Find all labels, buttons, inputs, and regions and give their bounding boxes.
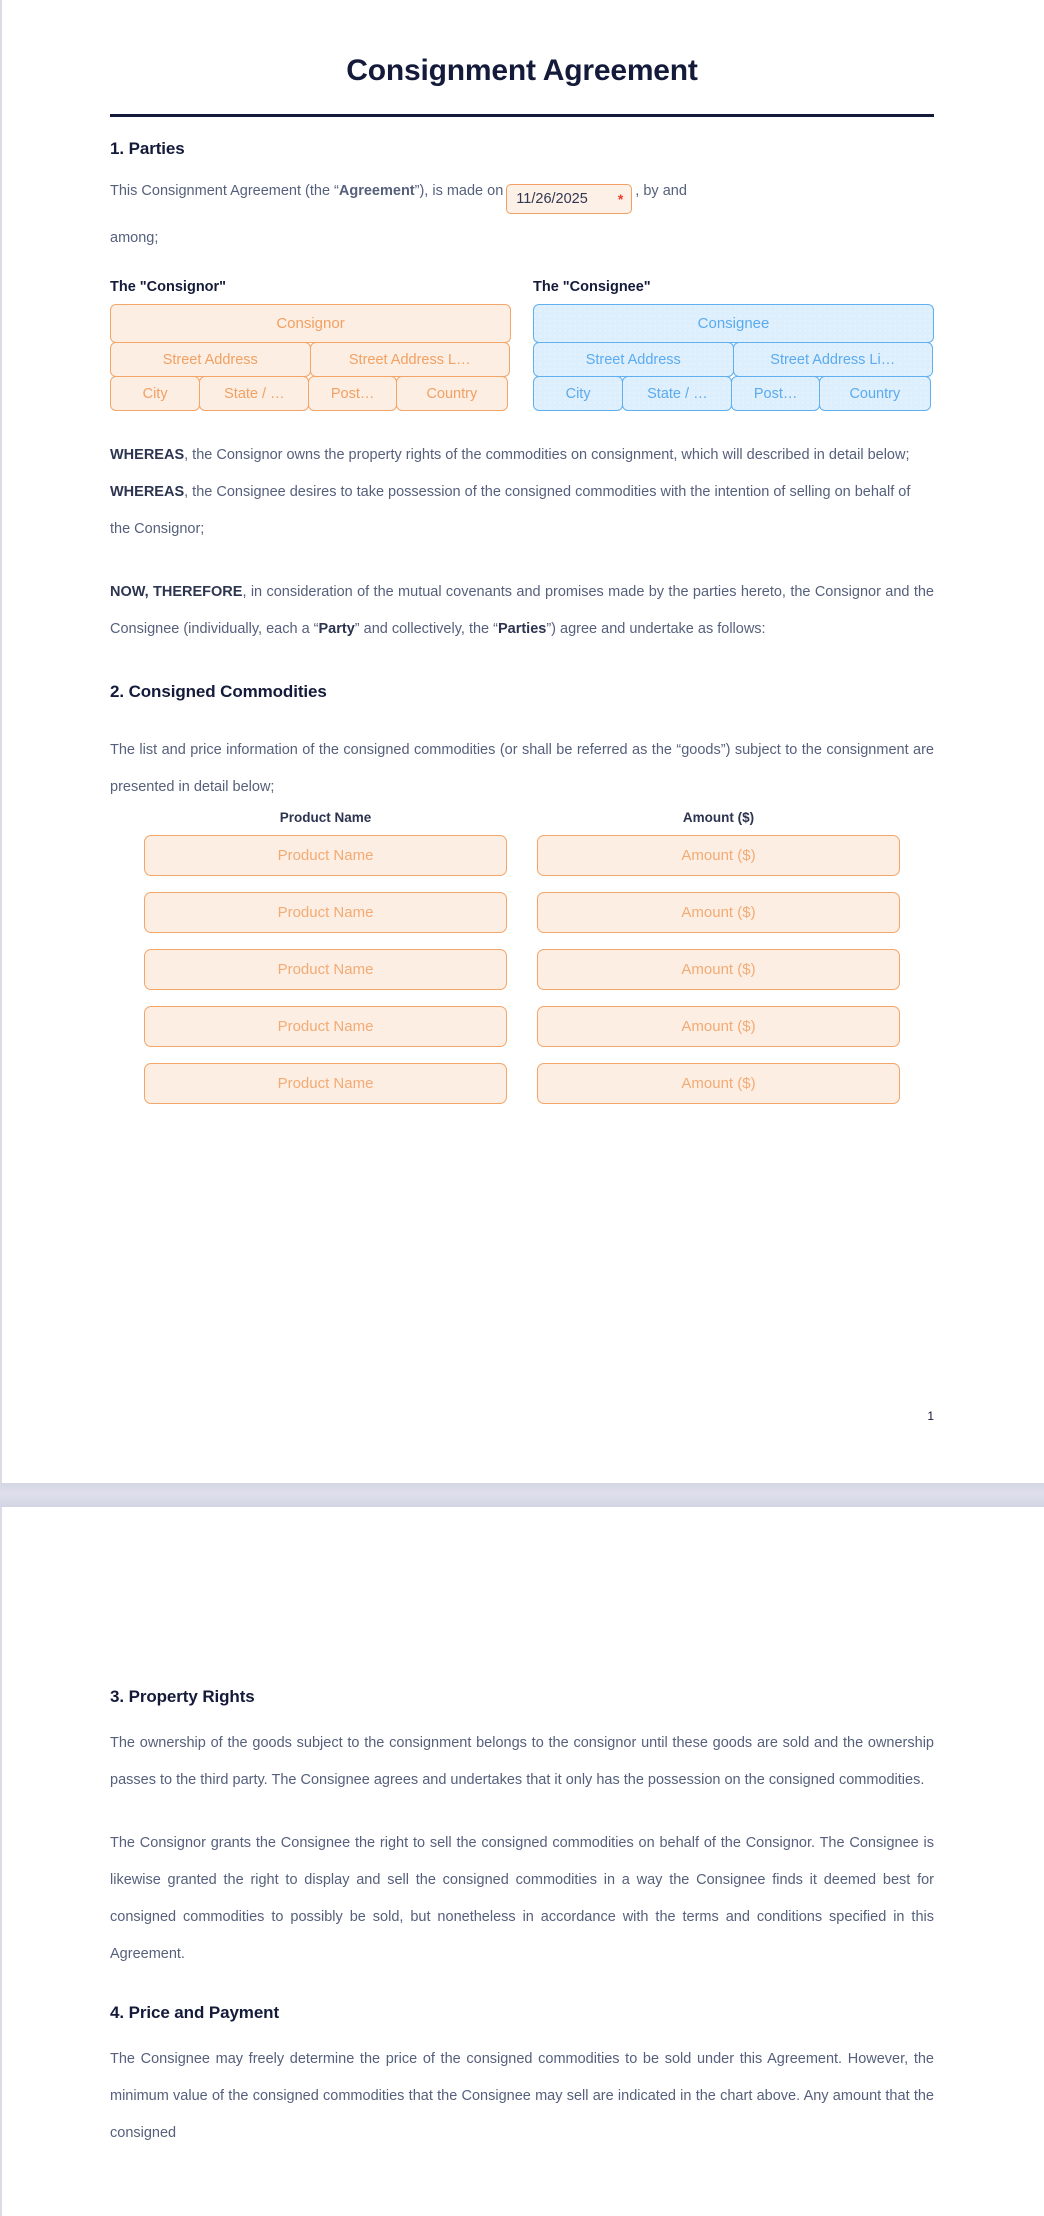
- parties-intro-line2: among;: [110, 230, 159, 247]
- products-table-header: [110, 810, 934, 825]
- column-header-product-name: Product Name: [279, 810, 372, 826]
- table-row: [110, 949, 934, 990]
- products-table: [110, 810, 934, 1104]
- whereas-1-text: , the Consignor owns the property rights of the commodities on consignment, which will described in detail below;: [184, 447, 910, 464]
- page-break-divider: [0, 1483, 1044, 1507]
- term-party: Party: [318, 621, 355, 638]
- heading-consigned-commodities: 2. Consigned Commodities: [110, 682, 327, 702]
- consignee-street-address-input[interactable]: Street Address: [533, 342, 734, 377]
- now-therefore-text-1: , in consideration of the mutual covenants and promises made by the parties hereto, the Consignor and the Consignee (individually, each a “: [110, 584, 934, 638]
- whereas-1-keyword: WHEREAS: [110, 447, 185, 464]
- consignee-name-input[interactable]: Consignee: [533, 304, 934, 343]
- heading-parties: 1. Parties: [110, 139, 185, 158]
- product-name-input-3[interactable]: Product Name: [144, 949, 507, 990]
- price-payment-paragraph-1: The Consignee may freely determine the price of the consigned commodities to be sold under this Agreement. However, the minimum value of the consigned commodities that the Consignee may sell are indicated in the chart above. Any amount that the consigned: [110, 2051, 934, 2141]
- consignee-party: [533, 279, 934, 411]
- consignor-street-address-line2-input[interactable]: Street Address L…: [310, 342, 511, 377]
- consignor-street-row: [110, 342, 511, 377]
- parties-intro-line: [110, 173, 934, 214]
- term-parties: Parties: [497, 621, 547, 638]
- heading-property-rights: 3. Property Rights: [110, 1687, 255, 1706]
- now-therefore-keyword: NOW, THEREFORE: [110, 584, 243, 601]
- now-therefore-text-2: ” and collectively, the “: [354, 621, 498, 638]
- amount-input-4[interactable]: Amount ($): [537, 1006, 900, 1047]
- consignee-street-address-line2-input[interactable]: Street Address Li…: [733, 342, 934, 377]
- consignor-postal-input[interactable]: Post…: [308, 376, 396, 411]
- amount-input-2[interactable]: Amount ($): [537, 892, 900, 933]
- heading-price-and-payment: 4. Price and Payment: [110, 2003, 280, 2022]
- amount-input-1[interactable]: Amount ($): [537, 835, 900, 876]
- amount-input-5[interactable]: Amount ($): [537, 1063, 900, 1104]
- property-rights-paragraph-1: The ownership of the goods subject to the consignment belongs to the consignor until these goods are sold and the ownership passes to the third party. The Consignee agrees and undertakes that it only has the possession on the consigned commodities.: [110, 1735, 934, 1788]
- title-divider: [110, 114, 934, 117]
- required-asterisk-icon: *: [617, 191, 624, 208]
- whereas-2-text: , the Consignee desires to take possession of the consigned commodities with the intention of selling on behalf of the Consignor;: [110, 484, 911, 538]
- intro-text-prefix: This Consignment Agreement (the “: [110, 183, 339, 199]
- consignee-postal-input[interactable]: Post…: [731, 376, 819, 411]
- amount-input-3[interactable]: Amount ($): [537, 949, 900, 990]
- document-page-2: [0, 1507, 1044, 2216]
- commodities-paragraph: The list and price information of the consigned commodities (or shall be referred as the “goods”) subject to the consignment are presented in detail below;: [110, 742, 934, 796]
- intro-text-mid: ”), is made on: [414, 183, 504, 199]
- consignee-country-input[interactable]: Country: [819, 376, 931, 411]
- table-row: [110, 835, 934, 876]
- whereas-2-keyword: WHEREAS: [110, 484, 185, 501]
- parties-block: [110, 279, 934, 411]
- column-header-amount: Amount ($): [682, 810, 755, 826]
- consignor-city-input[interactable]: City: [110, 376, 200, 411]
- product-name-input-4[interactable]: Product Name: [144, 1006, 507, 1047]
- consignor-name-input[interactable]: Consignor: [110, 304, 511, 343]
- now-therefore-paragraph: [110, 574, 934, 648]
- product-name-input-5[interactable]: Product Name: [144, 1063, 507, 1104]
- consignee-city-row: [533, 376, 934, 411]
- table-row: [110, 892, 934, 933]
- consignor-country-input[interactable]: Country: [396, 376, 508, 411]
- page-title: Consignment Agreement: [346, 54, 698, 87]
- table-row: [110, 1006, 934, 1047]
- page-number: 1: [927, 1409, 934, 1423]
- date-value: 11/26/2025: [516, 191, 588, 207]
- date-input[interactable]: [506, 184, 632, 214]
- consignor-city-row: [110, 376, 511, 411]
- now-therefore-text-3: ”) agree and undertake as follows:: [546, 621, 766, 638]
- consignee-state-input[interactable]: State / …: [622, 376, 732, 411]
- consignor-street-address-input[interactable]: Street Address: [110, 342, 311, 377]
- consignee-label: The "Consignee": [533, 279, 651, 296]
- product-name-input-2[interactable]: Product Name: [144, 892, 507, 933]
- product-name-input-1[interactable]: Product Name: [144, 835, 507, 876]
- whereas-paragraph-1: [110, 437, 934, 474]
- consignor-party: [110, 279, 511, 411]
- consignee-city-input[interactable]: City: [533, 376, 623, 411]
- page-2-top-margin: [110, 1507, 934, 1687]
- intro-term-agreement: Agreement: [338, 183, 415, 199]
- intro-text-suffix: , by and: [635, 183, 687, 199]
- consignor-state-input[interactable]: State / …: [199, 376, 309, 411]
- consignor-label: The "Consignor": [110, 279, 227, 296]
- property-rights-paragraph-2: The Consignor grants the Consignee the right to sell the consigned commodities on behalf of the Consignor. The Consignee is likewise granted the right to display and sell the consigned commodities in a way the Consignee finds it deemed best for consigned commodities to possibly be sold, but nonetheless in accordance with the terms and conditions specified in this Agreement.: [110, 1835, 934, 1962]
- consignee-street-row: [533, 342, 934, 377]
- whereas-paragraph-2: [110, 474, 934, 548]
- table-row: [110, 1063, 934, 1104]
